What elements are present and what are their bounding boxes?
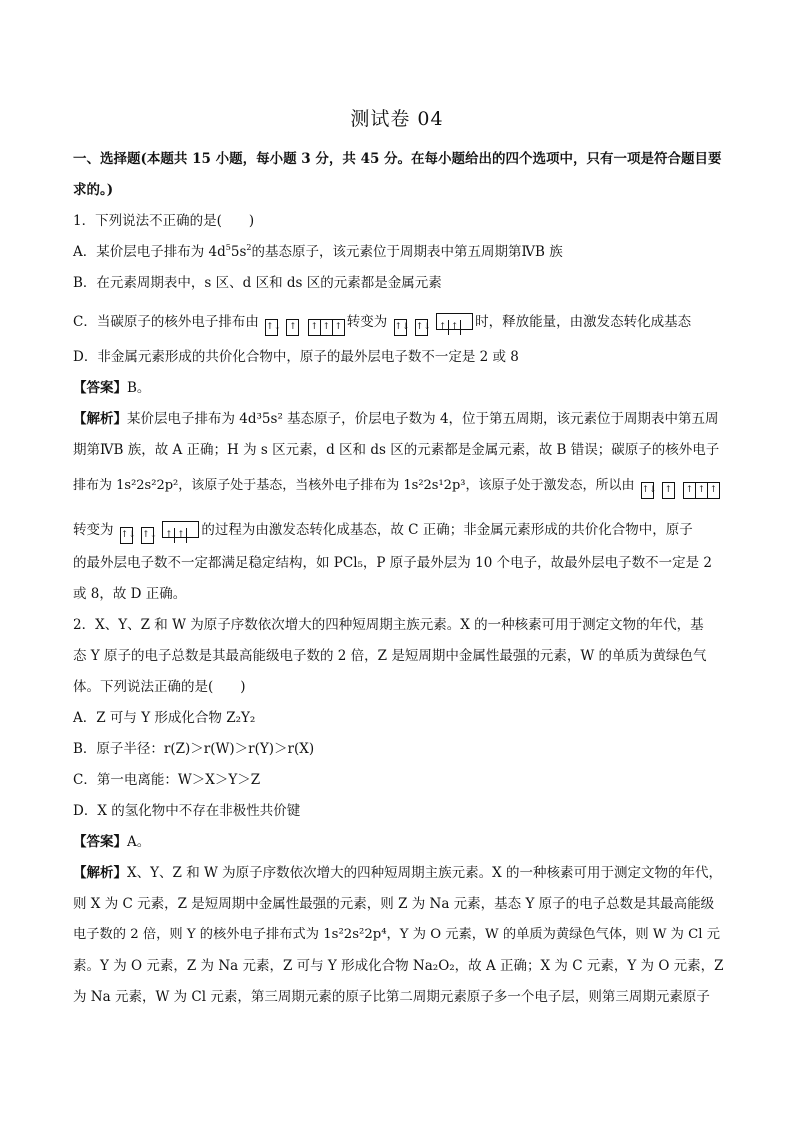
orbital-box-icon: ↑↓ [394,319,407,336]
section-heading-line2: 求的。) [73,182,114,198]
q2-stem: 2．X、Y、Z 和 W 为原子序数依次增大的四种短周期主族元素。X 的一种核素可用于测定文物的年代，基 [73,617,704,633]
orbital-box-icon: ↑↓ [120,527,133,544]
q2-analysis-line: 为 Na 元素，W 为 Cl 元素，第三周期元素的原子比第二周期元素原子多一个电子层，则第三周期元素原子 [73,989,710,1005]
orbital-box-icon: ↑↓ [641,482,654,499]
q2-option-c: C．第一电离能：W＞X＞Y＞Z [73,772,261,788]
orbital-box-icon: ↑ ↑ [436,313,473,330]
orbital-box-icon: ↑ [286,319,299,336]
q2-option-d: D．X 的氢化物中不存在非极性共价键 [73,803,301,819]
orbital-box-icon: ↑↓ [141,527,154,544]
q2-stem: 态 Y 原子的电子总数是其最高能级电子数的 2 倍，Z 是短周期中金属性最强的元素，W 的单质为黄绿色气 [73,648,707,664]
orbital-box-icon: ↑↓ [265,319,278,336]
q1-answer: 【答案】B。 [73,380,151,396]
q2-analysis-line: 【解析】X、Y、Z 和 W 为原子序数依次增大的四种短周期主族元素。X 的一种核素可用于测定文物的年代， [73,865,723,881]
q2-answer: 【答案】A。 [73,834,151,850]
orbital-box-icon: ↑ [662,482,675,499]
orbital-box-icon: ↑ ↑ [162,521,199,538]
q1-option-a: A．某价层电子排布为 $4d^55s^2$的基态原子，该元素位于周期表中第五周期第ⅣB 族 [73,243,563,260]
q1-analysis-line: 的最外层电子数不一定都满足稳定结构，如 PCl₅，P 原子最外层为 10 个电子，故最外层电子数不一定是 2 [73,555,712,571]
q2-option-b: B．原子半径：r(Z)＞r(W)＞r(Y)＞r(X) [73,741,315,757]
q1-analysis-line: 期第ⅣB 族，故 A 正确；H 为 s 区元素，d 区和 ds 区的元素都是金属元素，故 B 错误；碳原子的核外电子 [73,442,720,458]
q1-option-b: B．在元素周期表中，s 区、d 区和 ds 区的元素都是金属元素 [73,275,442,291]
orbital-box-icon: ↑↓ [415,319,428,336]
q2-analysis-line: 素。Y 为 O 元素，Z 为 Na 元素，Z 可与 Y 形成化合物 Na₂O₂，故 A 正确；X 为 C 元素，Y 为 O 元素，Z [73,958,724,974]
q2-option-a: A．Z 可与 Y 形成化合物 Z₂Y₂ [73,710,256,726]
q1-option-d: D．非金属元素形成的共价化合物中，原子的最外层电子数不一定是 2 或 8 [73,349,519,365]
q2-stem: 体。下列说法正确的是( ) [73,679,246,695]
q1-analysis-line: 或 8，故 D 正确。 [73,586,187,602]
q2-analysis-line: 电子数的 2 倍，则 Y 的核外电子排布式为 1s²2s²2p⁴，Y 为 O 元素，W 的单质为黄绿色气体，则 W 为 Cl 元 [73,927,720,942]
q2-analysis-line: 则 X 为 C 元素，Z 是短周期中金属性最强的元素，则 Z 为 Na 元素，基态 Y 原子的电子总数是其最高能级 [73,896,715,912]
q1-option-c: C．当碳原子的核外电子排布由 ↑↓ ↑ ↑ ↑ ↑ 转变为 ↑↓ ↑↓ ↑ ↑ 时，释放能量，由激发态转化成基态 [73,310,691,336]
q1-stem: 1．下列说法不正确的是( ) [73,213,255,229]
orbital-box-icon: ↑ ↑ ↑ [308,319,345,336]
orbital-box-icon: ↑ ↑ ↑ [683,482,720,499]
page-title: 测试卷 04 [350,108,444,130]
section-heading-line1: 一、选择题(本题共 15 小题，每小题 3 分，共 45 分。在每小题给出的四个选项中，只有一项是符合题目要 [73,151,722,167]
q1-analysis-line: 转变为 ↑↓ ↑↓ ↑ ↑ 的过程为由激发态转化成基态，故 C 正确；非金属元素形成的共价化合物中，原子 [73,518,693,544]
q1-analysis-line: 【解析】某价层电子排布为 4d³5s² 基态原子，价层电子数为 4，位于第五周期，该元素位于周期表中第五周 [73,411,719,427]
q1-analysis-line: 排布为 1s²2s²2p²，该原子处于基态，当核外电子排布为 1s²2s¹2p³，该原子处于激发态，所以由 ↑↓ ↑ ↑ ↑ ↑ [73,474,722,499]
